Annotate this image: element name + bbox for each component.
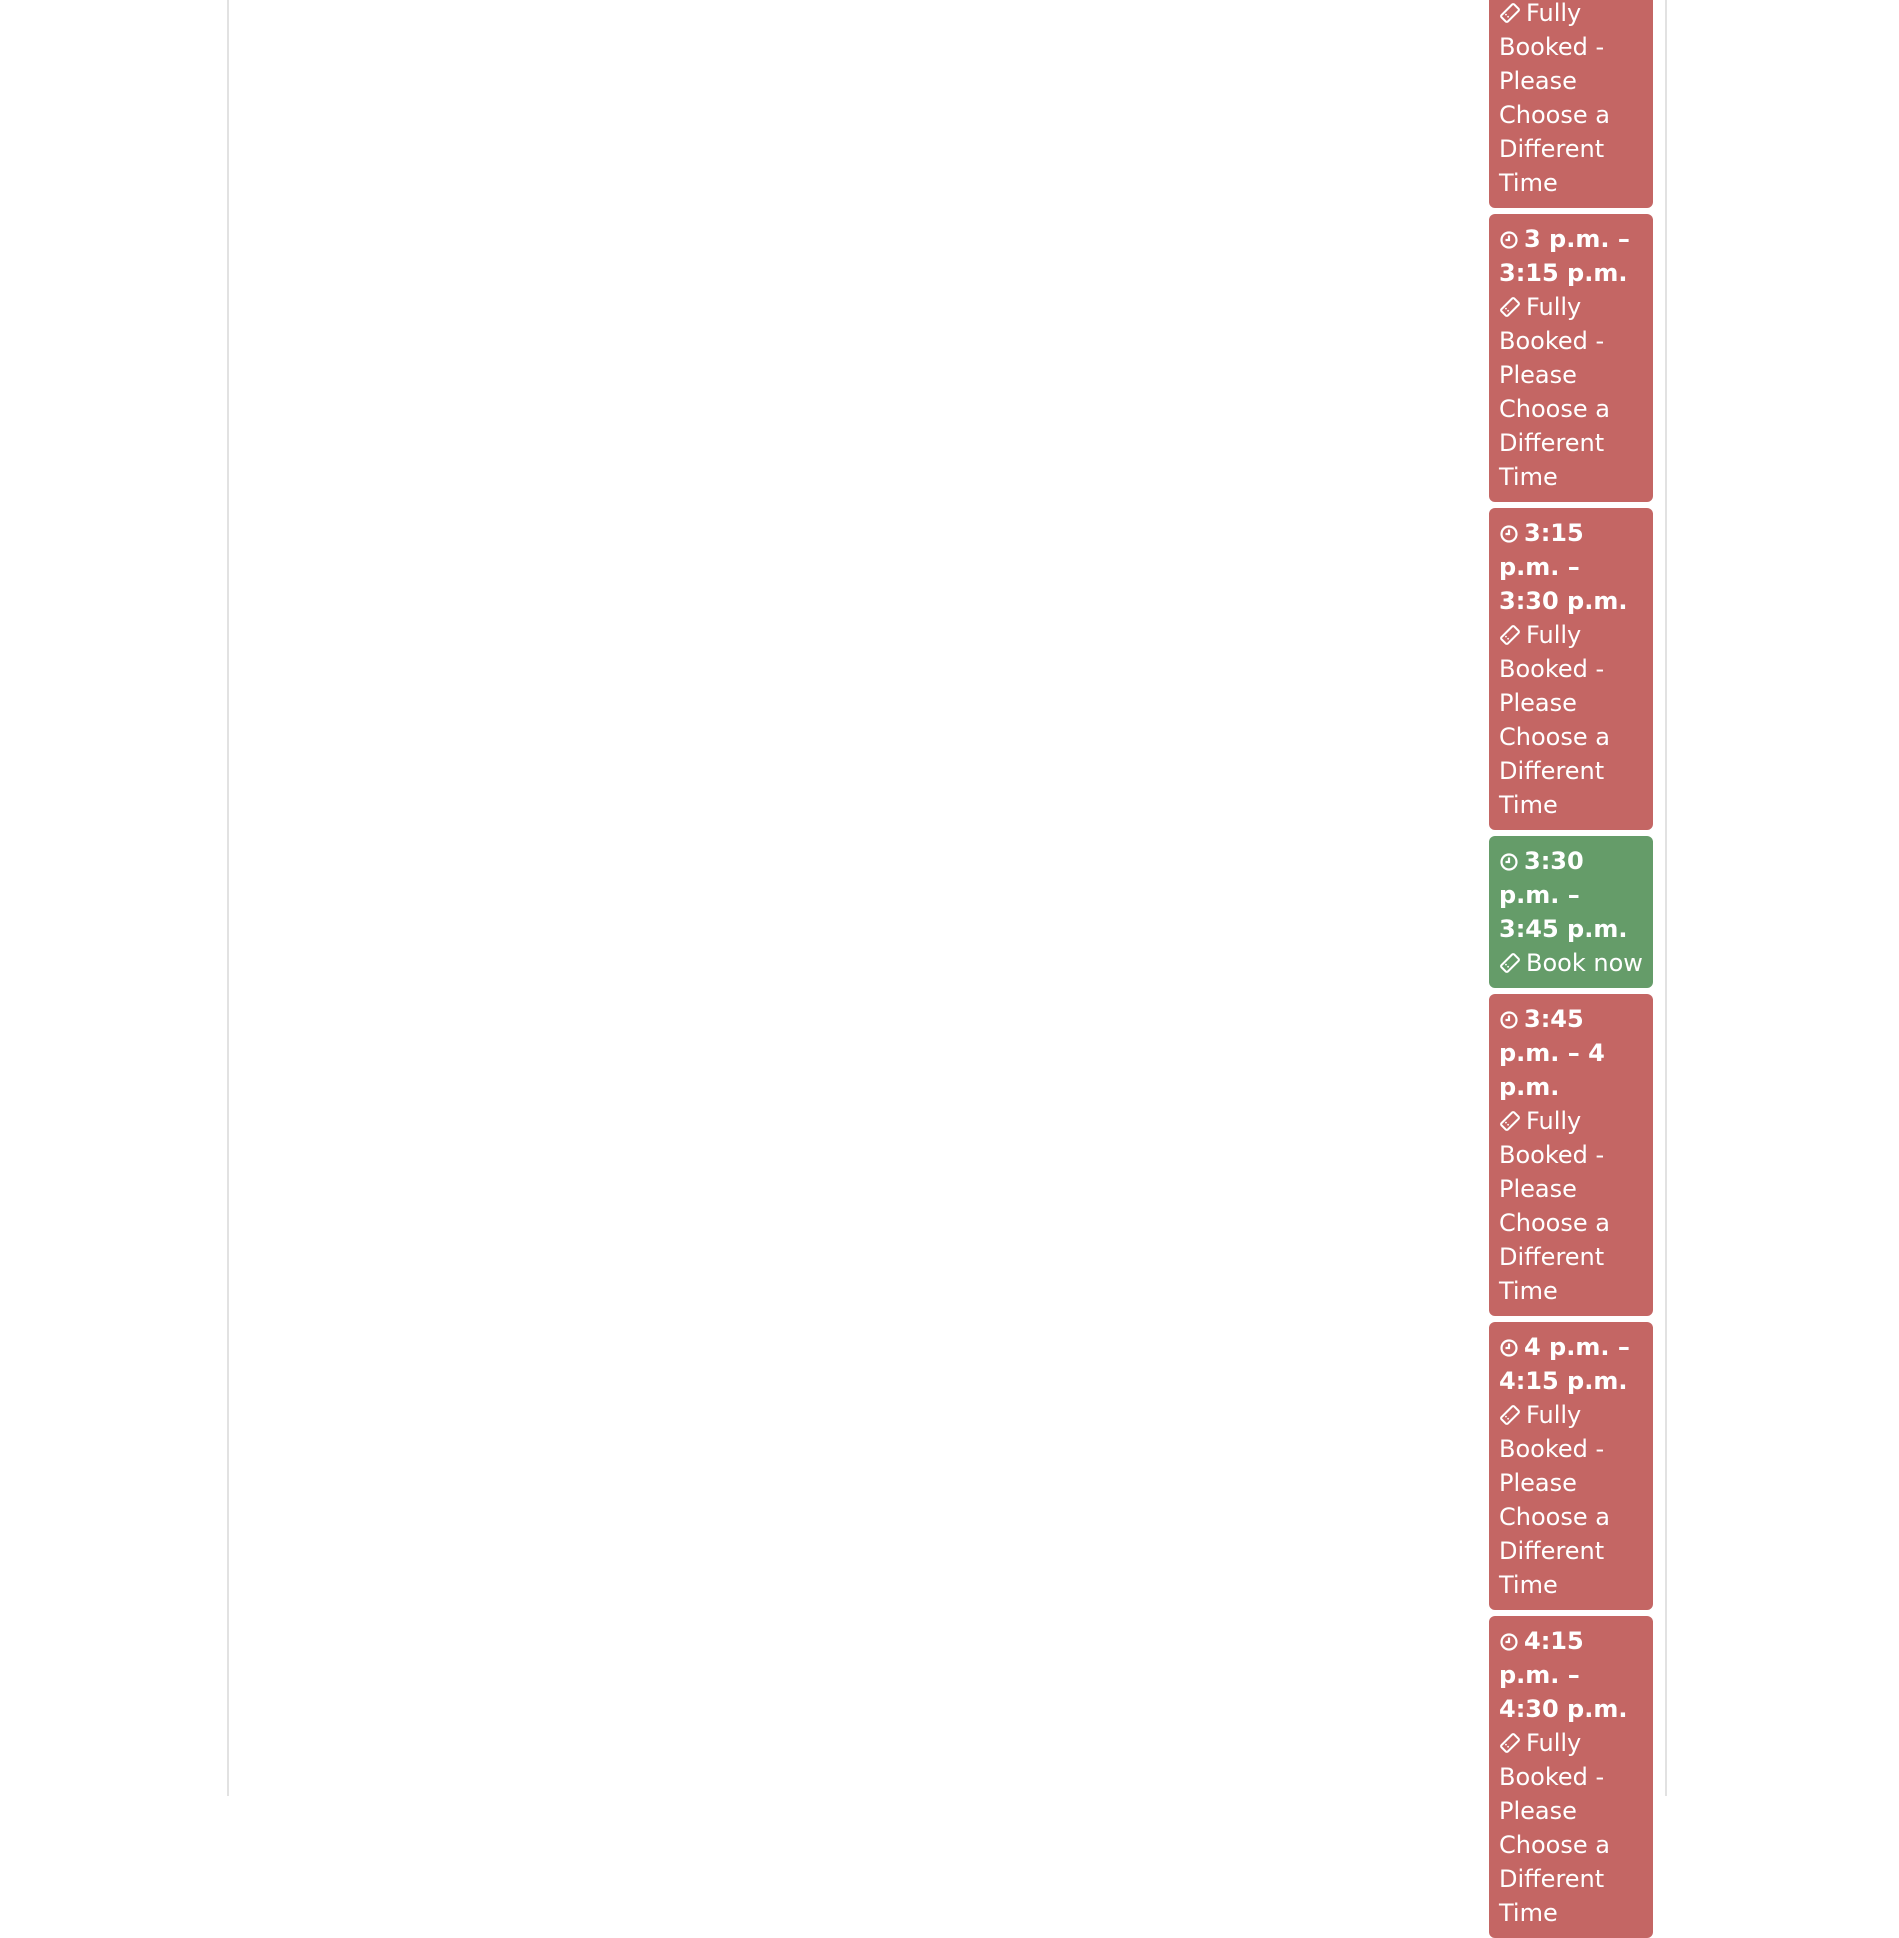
slot-status-label: Fully Booked - Please Choose a Different Time: [1499, 1401, 1610, 1599]
time-slot[interactable]: [1489, 214, 1653, 502]
slot-time-label: 3:45 p.m. – 4 p.m.: [1499, 1005, 1605, 1101]
slot-status-label: Fully Booked - Please Choose a Different Time: [1499, 1107, 1610, 1305]
ticket-icon: [1499, 1732, 1521, 1754]
page-content-frame: [227, 0, 1667, 1927]
time-slot[interactable]: [1489, 994, 1653, 1316]
time-slot-book-now[interactable]: [1489, 836, 1653, 988]
slot-time-label: 4:15 p.m. – 4:30 p.m.: [1499, 1627, 1628, 1723]
clock-icon: [1499, 524, 1519, 544]
ticket-icon: [1499, 952, 1521, 974]
clock-icon: [1499, 1338, 1519, 1358]
slot-status-label: Fully Booked - Please Choose a Different Time: [1499, 0, 1610, 197]
slot-status-label: Fully Booked - Please Choose a Different Time: [1499, 621, 1610, 819]
slot-time-label: 3:15 p.m. – 3:30 p.m.: [1499, 519, 1628, 615]
clock-icon: [1499, 230, 1519, 250]
ticket-icon: [1499, 1110, 1521, 1132]
ticket-icon: [1499, 296, 1521, 318]
time-slot[interactable]: [1489, 1616, 1653, 1938]
slot-time-label: 3 p.m. – 3:15 p.m.: [1499, 225, 1630, 287]
clock-icon: [1499, 1632, 1519, 1652]
time-slot[interactable]: [1489, 0, 1653, 208]
clock-icon: [1499, 852, 1519, 872]
ticket-icon: [1499, 624, 1521, 646]
slot-status-label: Fully Booked - Please Choose a Different Time: [1499, 293, 1610, 491]
book-now-label: Book now: [1526, 949, 1643, 977]
time-slot[interactable]: [1489, 508, 1653, 830]
ticket-icon: [1499, 2, 1521, 24]
clock-icon: [1499, 1010, 1519, 1030]
slot-time-label: 4 p.m. – 4:15 p.m.: [1499, 1333, 1630, 1395]
time-slot[interactable]: [1489, 1322, 1653, 1610]
time-slot-list: [1489, 0, 1653, 1938]
ticket-icon: [1499, 1404, 1521, 1426]
slot-status-label: Fully Booked - Please Choose a Different Time: [1499, 1729, 1610, 1927]
slot-time-label: 3:30 p.m. – 3:45 p.m.: [1499, 847, 1628, 943]
